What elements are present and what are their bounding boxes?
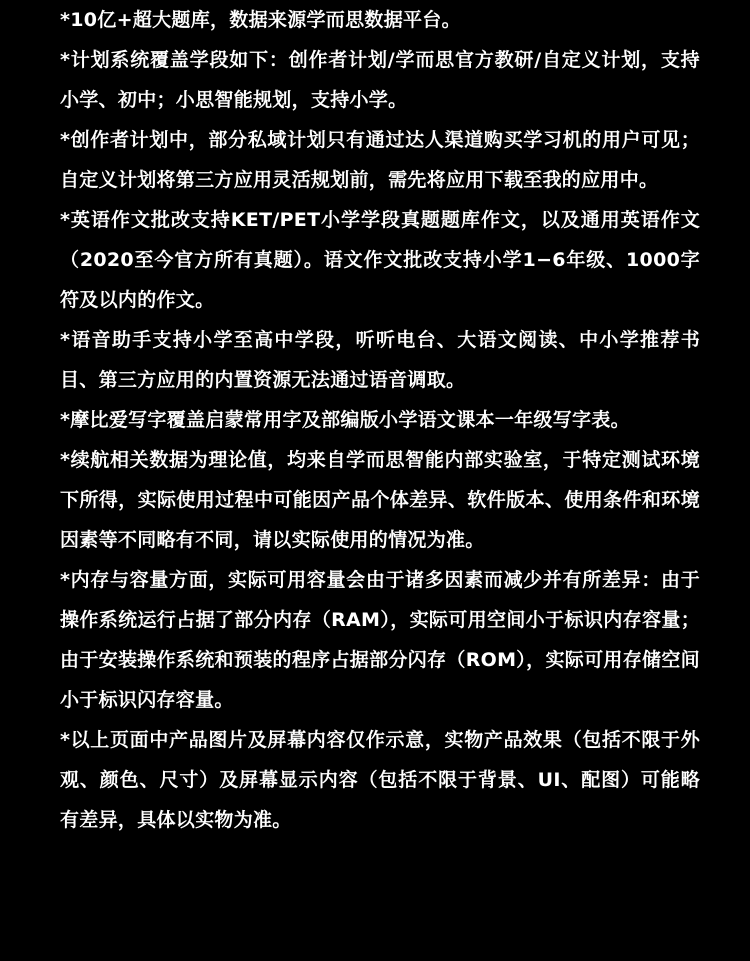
- note-plan-system: *计划系统覆盖学段如下：创作者计划/学而思官方教研/自定义计划，支持小学、初中；小思智能规划，支持小学。: [60, 49, 700, 111]
- note-voice-assistant: *语音助手支持小学至高中学段，听听电台、大语文阅读、中小学推荐书目、第三方应用的内置资源无法通过语音调取。: [60, 329, 700, 391]
- note-battery-life: *续航相关数据为理论值，均来自学而思智能内部实验室，于特定测试环境下所得，实际使用过程中可能因产品个体差异、软件版本、使用条件和环境因素等不同略有不同，请以实际使用的情况为准。: [60, 449, 700, 551]
- note-question-bank: *10亿+超大题库，数据来源学而思数据平台。: [60, 9, 461, 31]
- note-handwriting: *摩比爱写字覆盖启蒙常用字及部编版小学语文课本一年级写字表。: [60, 409, 630, 431]
- disclaimer-notes-list: [60, 0, 700, 840]
- note-memory-storage: *内存与容量方面，实际可用容量会由于诸多因素而减少并有所差异：由于操作系统运行占据了部分内存（RAM），实际可用空间小于标识内存容量；由于安装操作系统和预装的程序占据部分闪存（ROM），实际可用存储空间小于标识闪存容量。: [60, 569, 700, 711]
- note-creator-plan: *创作者计划中，部分私域计划只有通过达人渠道购买学习机的用户可见；自定义计划将第三方应用灵活规划前，需先将应用下载至我的应用中。: [60, 129, 700, 191]
- note-essay-correction: *英语作文批改支持KET/PET小学学段真题题库作文，以及通用英语作文（2020至今官方所有真题）。语文作文批改支持小学1−6年级、1000字符及以内的作文。: [60, 209, 700, 311]
- note-product-images: *以上页面中产品图片及屏幕内容仅作示意，实物产品效果（包括不限于外观、颜色、尺寸）及屏幕显示内容（包括不限于背景、UI、配图）可能略有差异，具体以实物为准。: [60, 729, 700, 831]
